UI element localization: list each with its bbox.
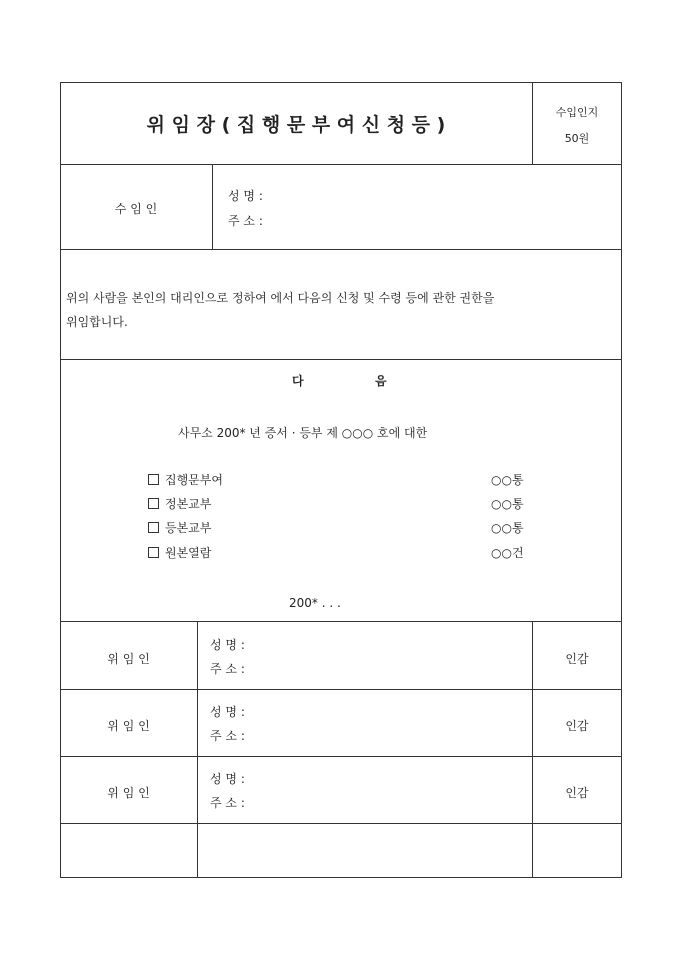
principal-name-field[interactable]: 성 명 : xyxy=(210,705,245,719)
principal-label: 위 임 인 xyxy=(107,786,150,800)
principal-label: 위 임 인 xyxy=(107,719,150,733)
item-quantity: ○○통 xyxy=(491,473,524,487)
principal-label: 위 임 인 xyxy=(107,652,150,666)
empty-cell[interactable] xyxy=(198,824,532,877)
principal-name-field[interactable]: 성 명 : xyxy=(210,772,245,786)
row-divider xyxy=(60,359,622,360)
item-label: 정본교부 xyxy=(165,497,212,511)
list-item xyxy=(148,519,211,536)
item-label: 집행문부여 xyxy=(165,473,223,487)
item-label: 원본열람 xyxy=(165,546,212,560)
checkbox[interactable] xyxy=(148,498,159,509)
details-subtitle: 사무소 200* 년 증서 · 등부 제 ○○○ 호에 대한 xyxy=(178,426,428,440)
row-divider xyxy=(60,689,622,690)
item-quantity: ○○건 xyxy=(491,546,524,560)
delegate-address-field[interactable]: 주 소 : xyxy=(228,214,263,228)
details-heading-right: 음 xyxy=(375,374,387,388)
checkbox[interactable] xyxy=(148,522,159,533)
list-item xyxy=(148,544,211,561)
revenue-stamp-label: 수입인지 xyxy=(555,106,599,119)
row-divider xyxy=(60,249,622,250)
principal-address-field[interactable]: 주 소 : xyxy=(210,662,245,676)
details-date: 200* . . . xyxy=(289,596,341,610)
details-heading-left: 다 xyxy=(292,374,304,388)
row-divider xyxy=(60,164,622,165)
item-label: 등본교부 xyxy=(165,521,212,535)
statement-line-1: 위의 사람을 본인의 대리인으로 정하여 에서 다음의 신청 및 수령 등에 관한 권한을 xyxy=(66,291,495,305)
seal-label: 인감 xyxy=(565,652,589,666)
row-divider xyxy=(60,756,622,757)
list-item xyxy=(148,471,223,488)
checkbox[interactable] xyxy=(148,474,159,485)
principal-address-field[interactable]: 주 소 : xyxy=(210,796,245,810)
list-item xyxy=(148,495,211,512)
document-title: 위 임 장 ( 집 행 문 부 여 신 청 등 ) xyxy=(146,114,446,136)
statement-line-2: 위임합니다. xyxy=(66,315,128,329)
principal-address-field[interactable]: 주 소 : xyxy=(210,729,245,743)
principal-name-field[interactable]: 성 명 : xyxy=(210,638,245,652)
seal-label: 인감 xyxy=(565,719,589,733)
col-divider xyxy=(212,164,213,250)
border-right xyxy=(621,82,622,878)
delegate-label: 수 임 인 xyxy=(114,202,158,216)
revenue-stamp-amount: 50원 xyxy=(564,132,590,145)
seal-label: 인감 xyxy=(565,786,589,800)
row-divider xyxy=(60,621,622,622)
checkbox[interactable] xyxy=(148,547,159,558)
item-quantity: ○○통 xyxy=(491,521,524,535)
delegate-name-field[interactable]: 성 명 : xyxy=(228,189,263,203)
border-bottom xyxy=(60,877,622,878)
col-divider xyxy=(532,82,533,165)
border-top xyxy=(60,82,622,83)
item-quantity: ○○통 xyxy=(491,497,524,511)
